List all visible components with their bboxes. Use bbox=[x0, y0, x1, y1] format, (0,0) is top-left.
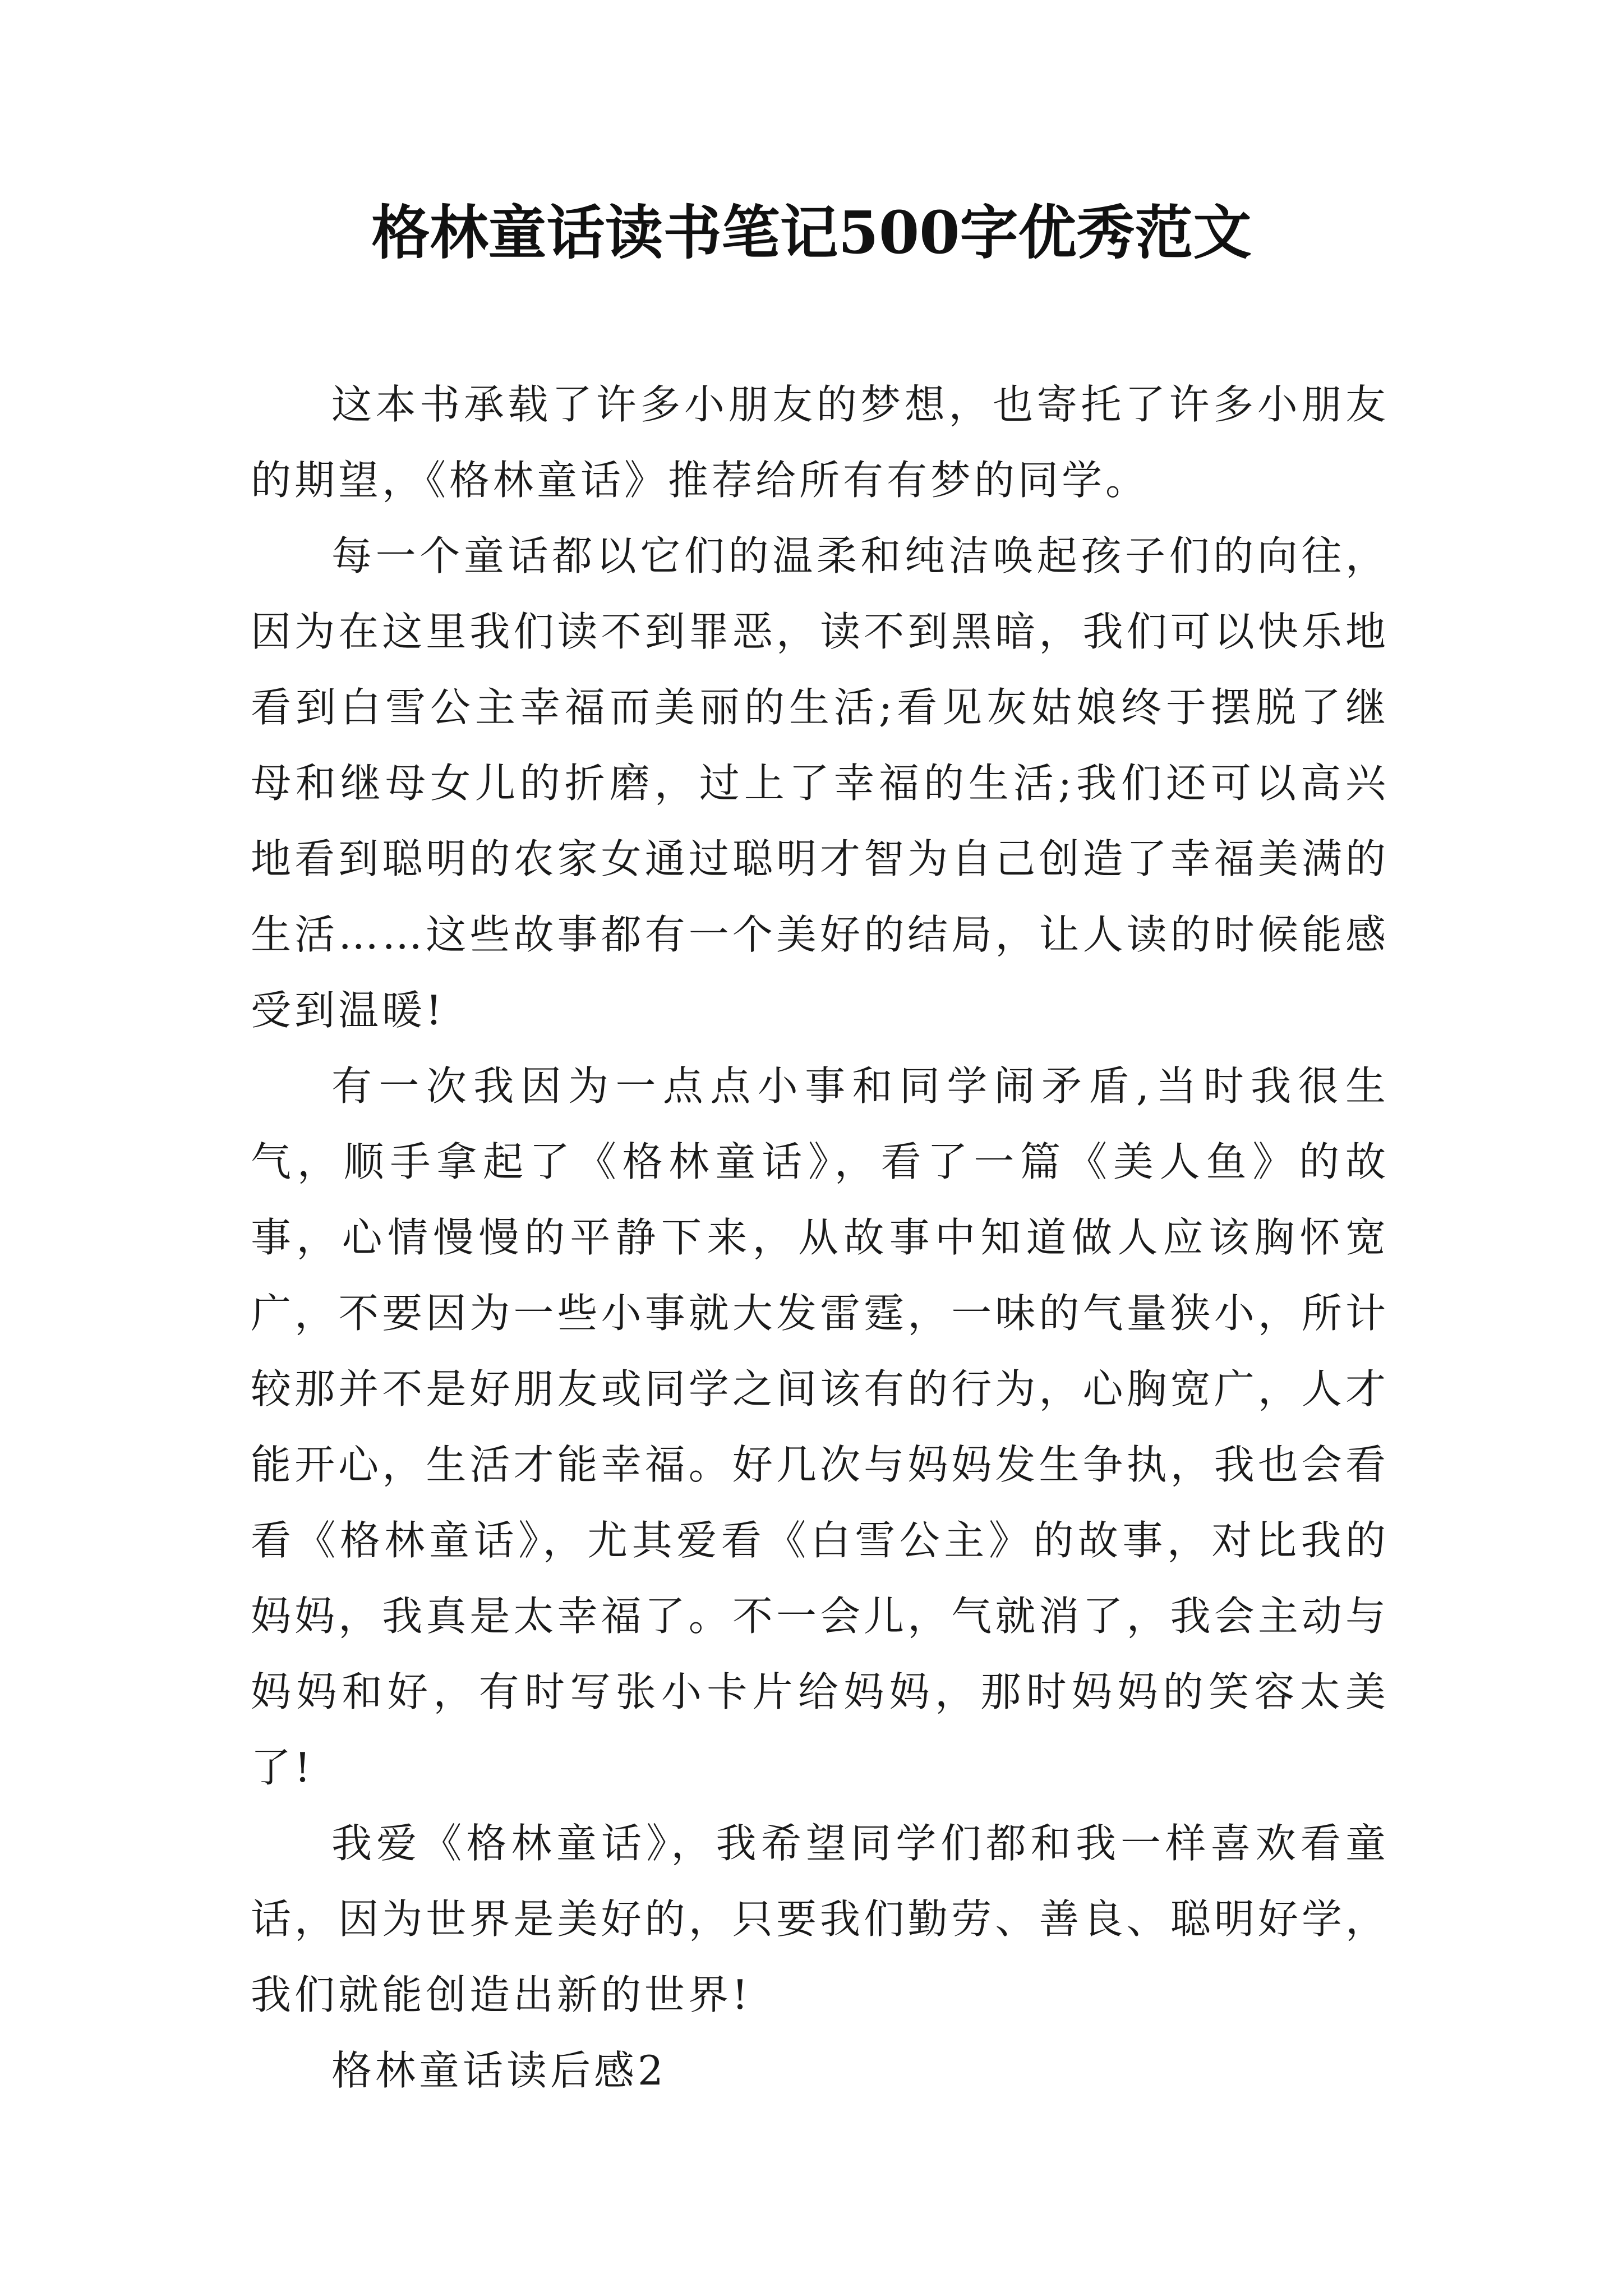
paragraph-2: 每一个童话都以它们的温柔和纯洁唤起孩子们的向往，因为在这里我们读不到罪恶，读不到黑暗，我们可以快乐地看到白雪公主幸福而美丽的生活;看见灰姑娘终于摆脱了继母和继母女儿的折磨，过上了幸福的生活;我们还可以高兴地看到聪明的农家女通过聪明才智为自己创造了幸福美满的生活……这些故事都有一个美好的结局，让人读的时候能感受到温暖! bbox=[251, 532, 1389, 1034]
paragraph-1: 这本书承载了许多小朋友的梦想，也寄托了许多小朋友的期望，《格林童话》推荐给所有有梦的同学。 bbox=[251, 381, 1389, 504]
paragraph-3: 有一次我因为一点点小事和同学闹矛盾,当时我很生气，顺手拿起了《格林童话》，看了一篇《美人鱼》的故事，心情慢慢的平静下来，从故事中知道做人应该胸怀宽广，不要因为一些小事就大发雷霆，一味的气量狭小，所计较那并不是好朋友或同学之间该有的行为，心胸宽广，人才能开心，生活才能幸福。好几次与妈妈发生争执，我也会看看《格林童话》，尤其爱看《白雪公主》的故事，对比我的妈妈，我真是太幸福了。不一会儿，气就消了，我会主动与妈妈和好，有时写张小卡片给妈妈，那时妈妈的笑容太美了! bbox=[251, 1062, 1389, 1791]
paragraph-4: 我爱《格林童话》，我希望同学们都和我一样喜欢看童话，因为世界是美好的，只要我们勤劳、善良、聪明好学，我们就能创造出新的世界! bbox=[251, 1820, 1389, 2018]
document-title: 格林童话读书笔记500字优秀范文 bbox=[371, 198, 1252, 267]
document-body bbox=[251, 367, 1389, 2109]
section-heading: 格林童话读后感2 bbox=[331, 2047, 667, 2094]
